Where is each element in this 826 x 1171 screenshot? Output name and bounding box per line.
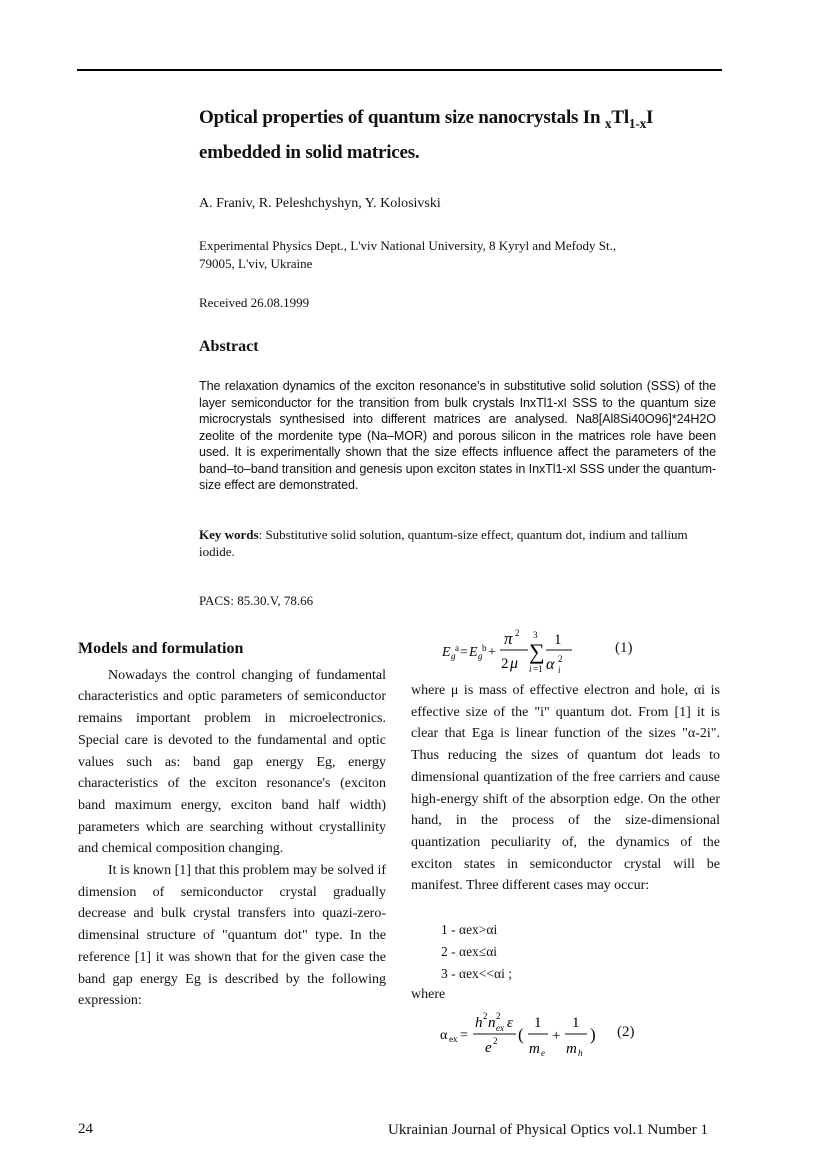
svg-text:(: ( <box>518 1025 524 1044</box>
svg-text:2: 2 <box>515 628 520 638</box>
svg-text:π: π <box>504 629 513 648</box>
equation-1 <box>440 624 640 680</box>
paper-title <box>199 100 759 170</box>
left-column <box>78 638 386 1012</box>
pacs: PACS: 85.30.V, 78.66 <box>199 593 314 608</box>
title-tl: Tl <box>611 107 629 128</box>
svg-text:α: α <box>546 656 555 673</box>
header-rule <box>77 69 722 71</box>
svg-text:2: 2 <box>493 1036 498 1046</box>
keywords <box>199 526 699 560</box>
svg-text:ex: ex <box>449 1034 458 1044</box>
case-1: 1 - αex>αi <box>441 922 498 937</box>
title-sub-x: x <box>604 115 612 131</box>
svg-text:ε: ε <box>507 1015 513 1031</box>
affiliation <box>199 237 669 273</box>
svg-text:=: = <box>460 1028 468 1043</box>
case-3: 3 - αex<<αi ; <box>441 966 512 981</box>
svg-text:a: a <box>455 643 459 653</box>
svg-text:1: 1 <box>572 1015 580 1031</box>
svg-text:): ) <box>590 1025 596 1044</box>
abstract-text: The relaxation dynamics of the exciton resonance's in substitutive solid solution (SSS) of the layer semiconductor for the transition from bulk crystals InxTl1-xI SSS to the quantum size microcrystals synthesised into different matrices are analysed. Na8[Al8Si40O96]*24H2O zeolite of the mordenite type (Na–MOR) and porous silicon in the matrices role have been used. It is experimentally shown that the size effects influence affect the parameters of the band–to–band transition and genesis upon exciton states in InxTl1-xI SSS under the quantum-size effect are demonstrated. <box>199 379 716 492</box>
section-heading: Models and formulation <box>78 640 244 657</box>
svg-text:=: = <box>460 645 468 660</box>
equation-2-number: (2) <box>617 1024 635 1040</box>
journal-name: Ukrainian Journal of Physical Optics vol.1 Number 1 <box>388 1122 708 1138</box>
abstract-heading: Abstract <box>199 338 259 355</box>
svg-text:b: b <box>482 643 487 653</box>
svg-text:h: h <box>578 1048 583 1058</box>
svg-text:α: α <box>440 1028 448 1043</box>
svg-text:e: e <box>541 1048 545 1058</box>
svg-text:h: h <box>475 1015 483 1031</box>
title-text: Optical properties of quantum size nanocrystals In <box>199 107 605 128</box>
left-paragraph-2: It is known [1] that this problem may be solved if dimension of semiconductor crystal gradually decrease and bulk crystal transfers into quazi-zero-dimensinal structure of "quantum dot" type. In the reference [1] it was shown that for the given case the band gap energy Eg is described by the following expression: <box>78 863 386 1009</box>
where-label: where <box>411 987 446 1002</box>
svg-text:i: i <box>529 664 532 674</box>
equation-1-number: (1) <box>615 640 633 656</box>
svg-text:ex: ex <box>496 1023 504 1033</box>
title-line-2: embedded in solid matrices. <box>199 142 420 163</box>
svg-text:g: g <box>478 651 483 661</box>
svg-text:e: e <box>485 1040 492 1056</box>
page-number: 24 <box>78 1121 93 1137</box>
svg-text:+: + <box>552 1028 561 1044</box>
svg-text:1: 1 <box>534 1015 542 1031</box>
svg-text:2: 2 <box>496 1011 501 1021</box>
affiliation-line-1: Experimental Physics Dept., L'viv National University, 8 Kyryl and Mefody St., <box>199 238 617 253</box>
left-paragraph-1: Nowadays the control changing of fundamental characteristics and optic parameters of semiconductor remains important problem in microelectronics. Special care is devoted to the fundamental and optic values such as: band gap energy Eg, energy characteristics of the exciton resonance's (exciton band maximum energy, exciton band half width) parameters which are searching without crystallinity and chemical composition changing. <box>78 667 386 857</box>
keywords-text: : Substitutive solid solution, quantum-size effect, quantum dot, indium and tallium iodide. <box>199 527 688 559</box>
svg-text:=1: =1 <box>533 664 543 674</box>
title-sub-1x: 1-x <box>628 115 647 131</box>
svg-text:∑: ∑ <box>529 639 545 664</box>
title-i: I <box>646 107 654 128</box>
svg-text:+: + <box>488 645 496 660</box>
right-column <box>411 680 720 897</box>
received-date: Received 26.08.1999 <box>199 295 310 310</box>
keywords-label: Key words <box>199 527 259 542</box>
svg-text:m: m <box>566 1041 577 1057</box>
svg-text:i: i <box>558 665 561 675</box>
right-paragraph: where μ is mass of effective electron and hole, αi is effective size of the "i" quantum dot. From [1] it is clear that Ega is linear function of the sizes "α-2i". Thus reducing the sizes of quantum dot leads to dimensional quantization of the free carriers and cause high-energy shift of the absorption edge. On the other hand, in the process of the size-dimensional quantization peculiarity of, the dynamics of the exciton states in semiconductor crystal will be manifest. Three different cases may occur: <box>411 683 720 894</box>
title-line-1 <box>199 100 759 135</box>
svg-text:2: 2 <box>501 656 509 672</box>
authors: A. Franiv, R. Peleshchyshyn, Y. Kolosivski <box>199 196 441 211</box>
svg-text:2: 2 <box>483 1011 488 1021</box>
svg-text:1: 1 <box>554 632 562 648</box>
svg-text:3: 3 <box>533 630 538 640</box>
svg-text:E: E <box>469 645 478 660</box>
svg-text:m: m <box>529 1041 540 1057</box>
case-2: 2 - αex≤αi <box>441 944 498 959</box>
svg-text:E: E <box>442 645 451 660</box>
svg-text:n: n <box>488 1015 496 1031</box>
svg-text:μ: μ <box>510 655 519 672</box>
svg-text:2: 2 <box>558 654 563 664</box>
affiliation-line-2: 79005, L'viv, Ukraine <box>199 256 313 271</box>
svg-text:g: g <box>451 651 456 661</box>
equation-2 <box>440 1008 640 1064</box>
